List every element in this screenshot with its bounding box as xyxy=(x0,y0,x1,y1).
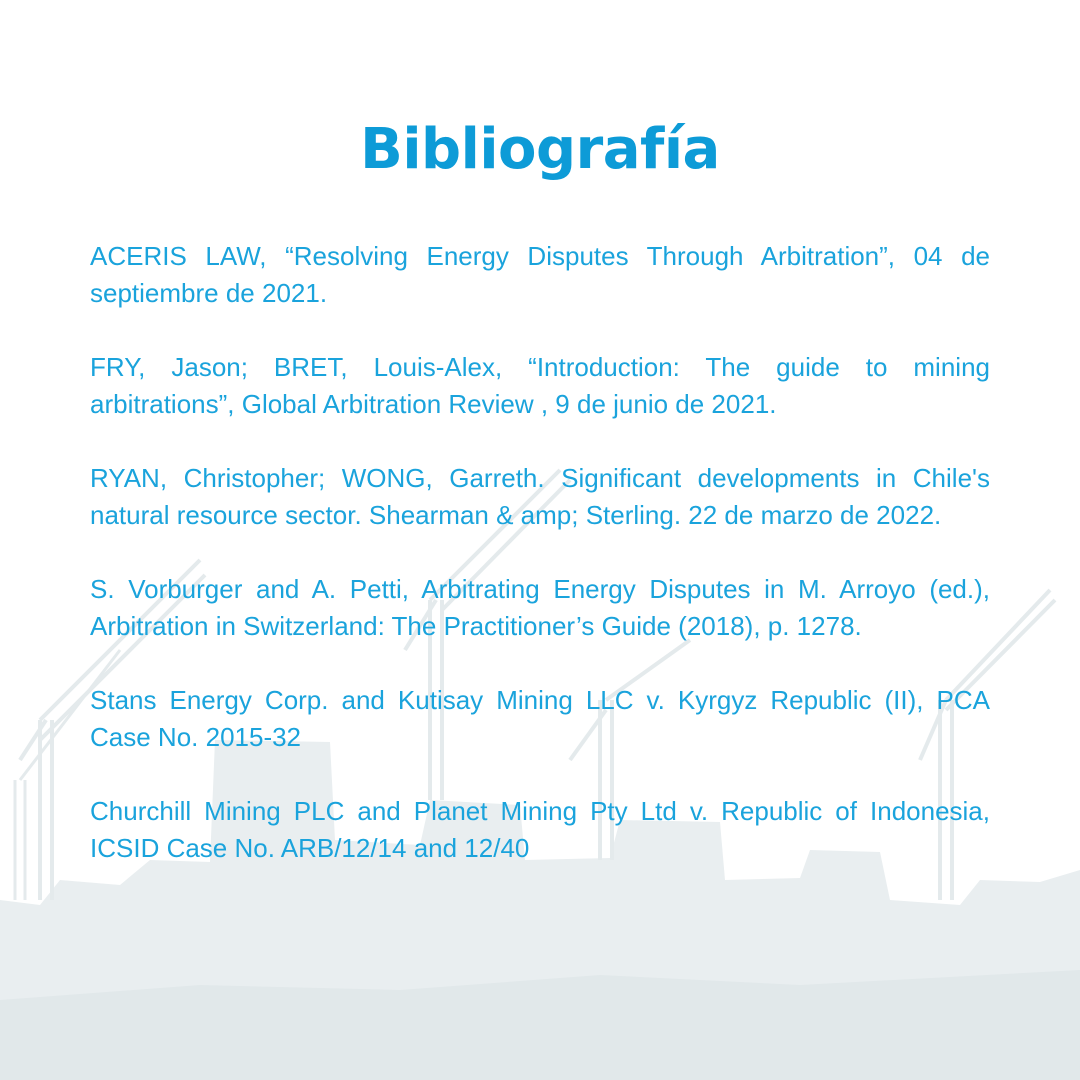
reference-item: FRY, Jason; BRET, Louis-Alex, “Introduction: The guide to mining arbitrations”, Global Arbitration Review , 9 de junio de 2021. xyxy=(90,352,990,419)
reference-item: S. Vorburger and A. Petti, Arbitrating Energy Disputes in M. Arroyo (ed.), Arbitration in Switzerland: The Practitioner’s Guide (2018), p. 1278. xyxy=(90,574,990,641)
reference-item: Stans Energy Corp. and Kutisay Mining LLC v. Kyrgyz Republic (II), PCA Case No. 2015-32 xyxy=(90,685,990,752)
reference-list xyxy=(90,238,990,867)
reference-item: ACERIS LAW, “Resolving Energy Disputes Through Arbitration”, 04 de septiembre de 2021. xyxy=(90,241,990,308)
reference-item: Churchill Mining PLC and Planet Mining Pty Ltd v. Republic of Indonesia, ICSID Case No. ARB/12/14 and 12/40 xyxy=(90,796,990,863)
bibliography-section xyxy=(90,110,990,904)
reference-item: RYAN, Christopher; WONG, Garreth. Significant developments in Chile's natural resource sector. Shearman & amp; Sterling. 22 de marzo de 2022. xyxy=(90,463,990,530)
page-title: Bibliografía xyxy=(360,117,720,182)
